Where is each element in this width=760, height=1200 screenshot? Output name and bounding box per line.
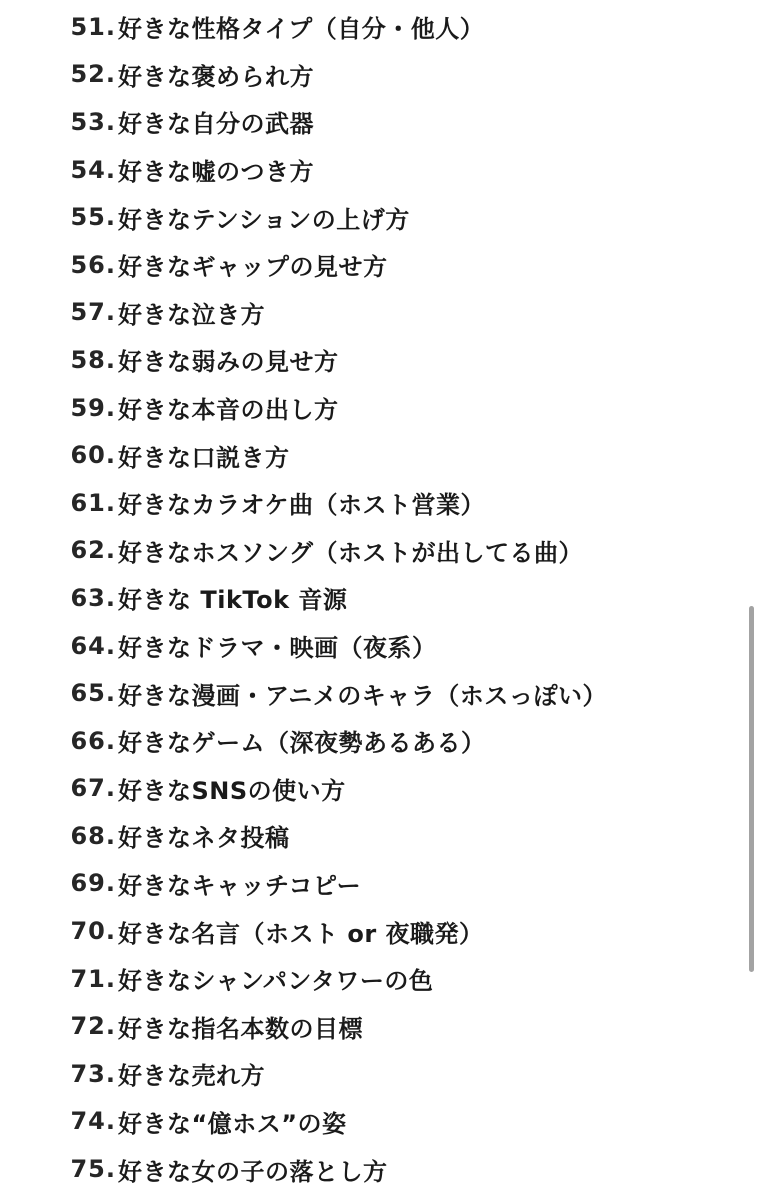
- item-number: 73.: [70, 1059, 116, 1088]
- item-text: 好きなホスソング（ホストが出してる曲）: [118, 538, 584, 567]
- item-text: 好きなゲーム（深夜勢あるある）: [118, 729, 486, 758]
- list-item: [0, 51, 740, 99]
- item-text: 好きなネタ投稿: [118, 824, 290, 853]
- item-text: 好きなキャッチコピー: [118, 871, 362, 900]
- item-text: 好きな口説き方: [118, 443, 290, 472]
- item-text: 好きな名言（ホスト or 夜職発）: [118, 919, 484, 948]
- list-item: [0, 955, 740, 1003]
- item-number: 69.: [70, 869, 116, 898]
- list-item: [0, 669, 740, 717]
- item-text: 好きなSNSの使い方: [118, 776, 346, 805]
- item-number: 67.: [70, 774, 116, 803]
- list-item: [0, 527, 740, 575]
- item-text: 好きな本音の出し方: [118, 396, 339, 425]
- item-number: 71.: [70, 964, 116, 993]
- item-text: 好きな自分の武器: [118, 110, 314, 139]
- item-text: 好きなテンションの上げ方: [118, 205, 410, 234]
- item-number: 59.: [70, 393, 116, 422]
- item-text: 好きなシャンパンタワーの色: [118, 967, 434, 996]
- item-number: 58.: [70, 345, 116, 374]
- item-text: 好きな女の子の落とし方: [118, 1157, 388, 1186]
- item-text: 好きな弱みの見せ方: [118, 348, 339, 377]
- item-text: 好きなギャップの見せ方: [118, 253, 388, 282]
- list-item: [0, 574, 740, 622]
- list-item: [0, 336, 740, 384]
- item-number: 52.: [70, 60, 116, 89]
- item-text: 好きな泣き方: [118, 300, 265, 329]
- item-number: 74.: [70, 1107, 116, 1136]
- item-number: 62.: [70, 536, 116, 565]
- item-text: 好きな“億ホス”の姿: [118, 1109, 347, 1138]
- list-item: [0, 146, 740, 194]
- list-item: [0, 622, 740, 670]
- item-number: 70.: [70, 917, 116, 946]
- item-number: 55.: [70, 203, 116, 232]
- list-item: [0, 765, 740, 813]
- item-number: 63.: [70, 583, 116, 612]
- item-text: 好きな売れ方: [118, 1062, 265, 1091]
- item-text: 好きな性格タイプ（自分・他人）: [118, 15, 485, 44]
- item-number: 72.: [70, 1012, 116, 1041]
- item-text: 好きな指名本数の目標: [118, 1014, 363, 1043]
- numbered-list: [0, 3, 740, 1193]
- item-text: 好きなカラオケ曲（ホスト営業）: [118, 491, 486, 520]
- list-item: [0, 479, 740, 527]
- list-item: [0, 289, 740, 337]
- item-number: 56.: [70, 250, 116, 279]
- item-number: 60.: [70, 441, 116, 470]
- item-number: 75.: [70, 1155, 116, 1184]
- list-item: [0, 384, 740, 432]
- item-number: 53.: [70, 107, 116, 136]
- list-item: [0, 431, 740, 479]
- list-item: [0, 241, 740, 289]
- scrollbar-thumb[interactable]: [749, 606, 754, 972]
- item-number: 65.: [70, 679, 116, 708]
- list-item: [0, 98, 740, 146]
- item-number: 61.: [70, 488, 116, 517]
- item-text: 好きなドラマ・映画（夜系）: [118, 634, 437, 663]
- item-number: 66.: [70, 726, 116, 755]
- list-item: [0, 1002, 740, 1050]
- item-number: 68.: [70, 821, 116, 850]
- list-item: [0, 193, 740, 241]
- list-item: [0, 907, 740, 955]
- item-number: 54.: [70, 155, 116, 184]
- item-text: 好きな漫画・アニメのキャラ（ホスっぽい）: [118, 681, 608, 710]
- list-item: [0, 717, 740, 765]
- item-number: 51.: [70, 12, 116, 41]
- list-item: [0, 1098, 740, 1146]
- item-text: 好きな嘘のつき方: [118, 158, 314, 187]
- list-item: [0, 860, 740, 908]
- item-number: 64.: [70, 631, 116, 660]
- list-item: [0, 812, 740, 860]
- list-item: [0, 1050, 740, 1098]
- item-text: 好きな褒められ方: [118, 62, 314, 91]
- list-item: [0, 3, 740, 51]
- item-text: 好きな TikTok 音源: [118, 586, 348, 615]
- item-number: 57.: [70, 298, 116, 327]
- list-item: [0, 1145, 740, 1193]
